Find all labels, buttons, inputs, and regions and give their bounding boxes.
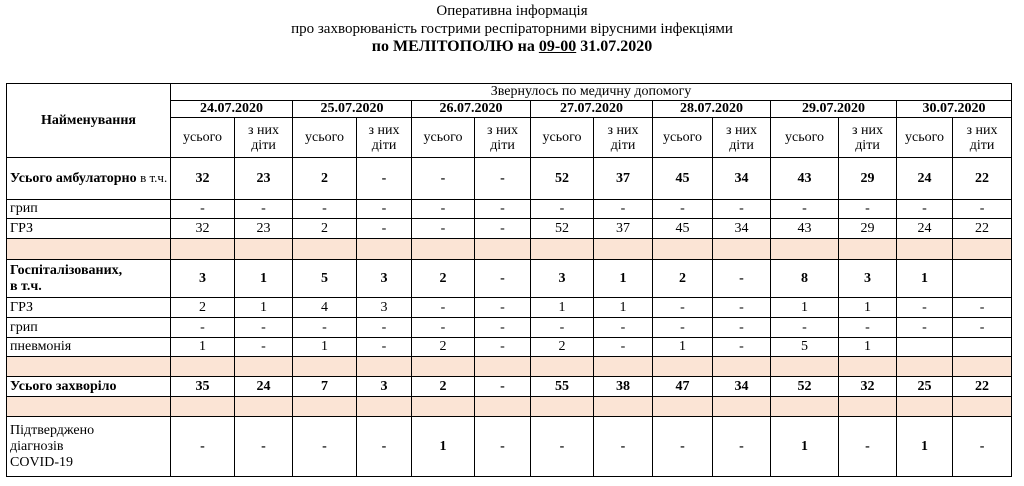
value-cell: - [594,200,653,219]
value-cell: 1 [293,338,357,357]
value-cell: 1 [839,298,897,318]
subheader-kids: з них діти [235,118,293,158]
value-cell: - [293,318,357,338]
value-cell: 7 [293,377,357,397]
value-cell: - [594,417,653,477]
subheader-total: усього [293,118,357,158]
value-cell: - [475,219,531,239]
value-cell: 3 [357,377,412,397]
value-cell: 1 [897,260,953,298]
row-label: Усього захворіло [7,377,171,397]
blank-cell [897,239,953,260]
row-label: Усього амбулаторно в т.ч. [7,158,171,200]
blank-cell [235,397,293,417]
value-cell: - [653,318,713,338]
title-time: 09-00 [538,38,577,55]
value-cell: - [171,417,235,477]
value-cell: - [235,417,293,477]
date-header: 27.07.2020 [531,101,653,118]
blank-cell [839,397,897,417]
blank-cell [771,239,839,260]
value-cell: - [653,417,713,477]
value-cell: 8 [771,260,839,298]
row-hosp-flu [7,318,1012,338]
value-cell: 37 [594,158,653,200]
value-cell: 2 [293,219,357,239]
value-cell: - [839,417,897,477]
value-cell: - [771,200,839,219]
date-header: 29.07.2020 [771,101,897,118]
value-cell: 29 [839,219,897,239]
value-cell: 34 [713,377,771,397]
row-label: грип [7,200,171,219]
subheader-kids: з них діти [713,118,771,158]
value-cell [897,338,953,357]
blank-cell [7,397,171,417]
value-cell: - [475,158,531,200]
value-cell: 2 [171,298,235,318]
blank-cell [953,239,1012,260]
spacer-row [7,357,1012,377]
value-cell: - [475,377,531,397]
value-cell: - [713,318,771,338]
value-cell: 45 [653,158,713,200]
row-hosp-grz [7,298,1012,318]
date-header: 30.07.2020 [897,101,1012,118]
value-cell: - [953,200,1012,219]
value-cell: 32 [171,219,235,239]
value-cell: - [953,318,1012,338]
row-label: пневмонія [7,338,171,357]
value-cell: - [412,298,475,318]
value-cell: 43 [771,158,839,200]
blank-cell [594,357,653,377]
subheader-kids: з них діти [839,118,897,158]
row-label: ГРЗ [7,298,171,318]
value-cell: 23 [235,158,293,200]
value-cell: - [171,200,235,219]
value-cell: - [357,318,412,338]
value-cell: 2 [412,260,475,298]
report-title [0,0,1024,56]
row-label: грип [7,318,171,338]
value-cell: 38 [594,377,653,397]
value-cell: 43 [771,219,839,239]
row-pneumonia [7,338,1012,357]
blank-cell [953,357,1012,377]
value-cell: - [171,318,235,338]
row-covid [7,417,1012,477]
value-cell: 23 [235,219,293,239]
blank-cell [531,239,594,260]
value-cell: 1 [594,260,653,298]
row-ambulatory [7,158,1012,200]
title-city: по МЕЛІТОПОЛЮ на [371,38,535,55]
blank-cell [171,239,235,260]
value-cell: 2 [653,260,713,298]
morbidity-table [6,83,1012,477]
value-cell: - [839,200,897,219]
value-cell: 3 [839,260,897,298]
blank-cell [475,357,531,377]
blank-cell [357,397,412,417]
blank-cell [412,397,475,417]
blank-cell [7,357,171,377]
value-cell: - [713,260,771,298]
value-cell: 22 [953,158,1012,200]
date-header: 25.07.2020 [293,101,412,118]
blank-cell [293,357,357,377]
value-cell: - [357,219,412,239]
blank-cell [531,357,594,377]
blank-cell [357,239,412,260]
title-line-1: Оперативна інформація [436,3,588,19]
value-cell: 24 [897,158,953,200]
row-grz [7,219,1012,239]
blank-cell [839,357,897,377]
value-cell: 3 [531,260,594,298]
blank-cell [594,397,653,417]
value-cell: - [897,298,953,318]
name-header: Найменування [7,84,171,158]
value-cell: 1 [594,298,653,318]
value-cell: 3 [357,298,412,318]
value-cell: 1 [897,417,953,477]
value-cell: - [475,417,531,477]
value-cell: - [839,318,897,338]
subheader-total: усього [771,118,839,158]
value-cell: - [653,298,713,318]
value-cell: 34 [713,219,771,239]
value-cell: - [475,200,531,219]
value-cell: - [531,200,594,219]
value-cell: 52 [531,219,594,239]
value-cell: 25 [897,377,953,397]
value-cell: - [235,318,293,338]
value-cell: 55 [531,377,594,397]
value-cell: 2 [412,338,475,357]
blank-cell [235,357,293,377]
value-cell: - [531,318,594,338]
value-cell: 5 [293,260,357,298]
value-cell: - [713,417,771,477]
value-cell [953,338,1012,357]
value-cell: 34 [713,158,771,200]
value-cell: 2 [531,338,594,357]
value-cell: - [897,318,953,338]
blank-cell [897,357,953,377]
subheader-total: усього [412,118,475,158]
value-cell: 4 [293,298,357,318]
blank-cell [653,357,713,377]
value-cell: 37 [594,219,653,239]
value-cell: - [653,200,713,219]
blank-cell [171,397,235,417]
value-cell: 1 [412,417,475,477]
value-cell: 22 [953,219,1012,239]
date-header: 28.07.2020 [653,101,771,118]
value-cell: - [357,417,412,477]
value-cell: 22 [953,377,1012,397]
subheader-total: усього [897,118,953,158]
value-cell: 35 [171,377,235,397]
value-cell: 47 [653,377,713,397]
blank-cell [713,357,771,377]
blank-cell [713,239,771,260]
value-cell: 1 [531,298,594,318]
row-flu [7,200,1012,219]
blank-cell [412,239,475,260]
blank-cell [7,239,171,260]
value-cell: - [594,318,653,338]
blank-cell [897,397,953,417]
title-line-2: про захворюваність гострими респіраторними вірусними інфекціями [291,21,733,37]
value-cell: - [412,318,475,338]
value-cell: - [897,200,953,219]
value-cell: - [412,158,475,200]
blank-cell [653,397,713,417]
value-cell: 29 [839,158,897,200]
value-cell: - [357,200,412,219]
value-cell: - [475,298,531,318]
value-cell: - [475,318,531,338]
value-cell: 52 [531,158,594,200]
spacer-row [7,397,1012,417]
spacer-row [7,239,1012,260]
value-cell: - [357,338,412,357]
value-cell: 1 [653,338,713,357]
value-cell: - [235,338,293,357]
blank-cell [771,397,839,417]
row-total [7,377,1012,397]
blank-cell [293,397,357,417]
value-cell: 2 [412,377,475,397]
value-cell: - [713,200,771,219]
blank-cell [839,239,897,260]
value-cell: - [594,338,653,357]
value-cell: 32 [171,158,235,200]
blank-cell [713,397,771,417]
blank-cell [771,357,839,377]
value-cell: - [475,338,531,357]
row-label: ГРЗ [7,219,171,239]
subheader-kids: з них діти [953,118,1012,158]
value-cell: 45 [653,219,713,239]
blank-cell [653,239,713,260]
value-cell: 3 [171,260,235,298]
row-hospitalized [7,260,1012,298]
value-cell: 3 [357,260,412,298]
subheader-kids: з них діти [475,118,531,158]
blank-cell [235,239,293,260]
blank-cell [293,239,357,260]
title-line-3 [0,38,1024,56]
value-cell: - [412,219,475,239]
value-cell: - [713,298,771,318]
row-label: Госпіталізованих, в т.ч. [7,260,171,298]
title-date: 31.07.2020 [580,38,653,55]
value-cell: 52 [771,377,839,397]
value-cell: 1 [839,338,897,357]
value-cell: - [475,260,531,298]
value-cell: 2 [293,158,357,200]
blank-cell [171,357,235,377]
value-cell: - [293,200,357,219]
value-cell: 1 [235,260,293,298]
value-cell: 1 [771,417,839,477]
value-cell: - [771,318,839,338]
blank-cell [594,239,653,260]
blank-cell [475,239,531,260]
blank-cell [953,397,1012,417]
value-cell: 1 [171,338,235,357]
value-cell: 1 [235,298,293,318]
value-cell: 5 [771,338,839,357]
value-cell: - [713,338,771,357]
blank-cell [531,397,594,417]
value-cell: - [953,417,1012,477]
value-cell: - [412,200,475,219]
value-cell: 32 [839,377,897,397]
date-header: 24.07.2020 [171,101,293,118]
subheader-total: усього [653,118,713,158]
subheader-kids: з них діти [357,118,412,158]
blank-cell [475,397,531,417]
value-cell: - [953,298,1012,318]
value-cell: - [357,158,412,200]
blank-cell [357,357,412,377]
subheader-kids: з них діти [594,118,653,158]
value-cell: - [531,417,594,477]
value-cell: 24 [897,219,953,239]
group-header: Звернулось по медичну допомогу [171,84,1012,101]
date-header: 26.07.2020 [412,101,531,118]
blank-cell [412,357,475,377]
subheader-total: усього [171,118,235,158]
value-cell: - [235,200,293,219]
value-cell: - [293,417,357,477]
value-cell [953,260,1012,298]
subheader-total: усього [531,118,594,158]
value-cell: 1 [771,298,839,318]
value-cell: 24 [235,377,293,397]
row-label: Підтверджено діагнозів COVID-19 [7,417,171,477]
